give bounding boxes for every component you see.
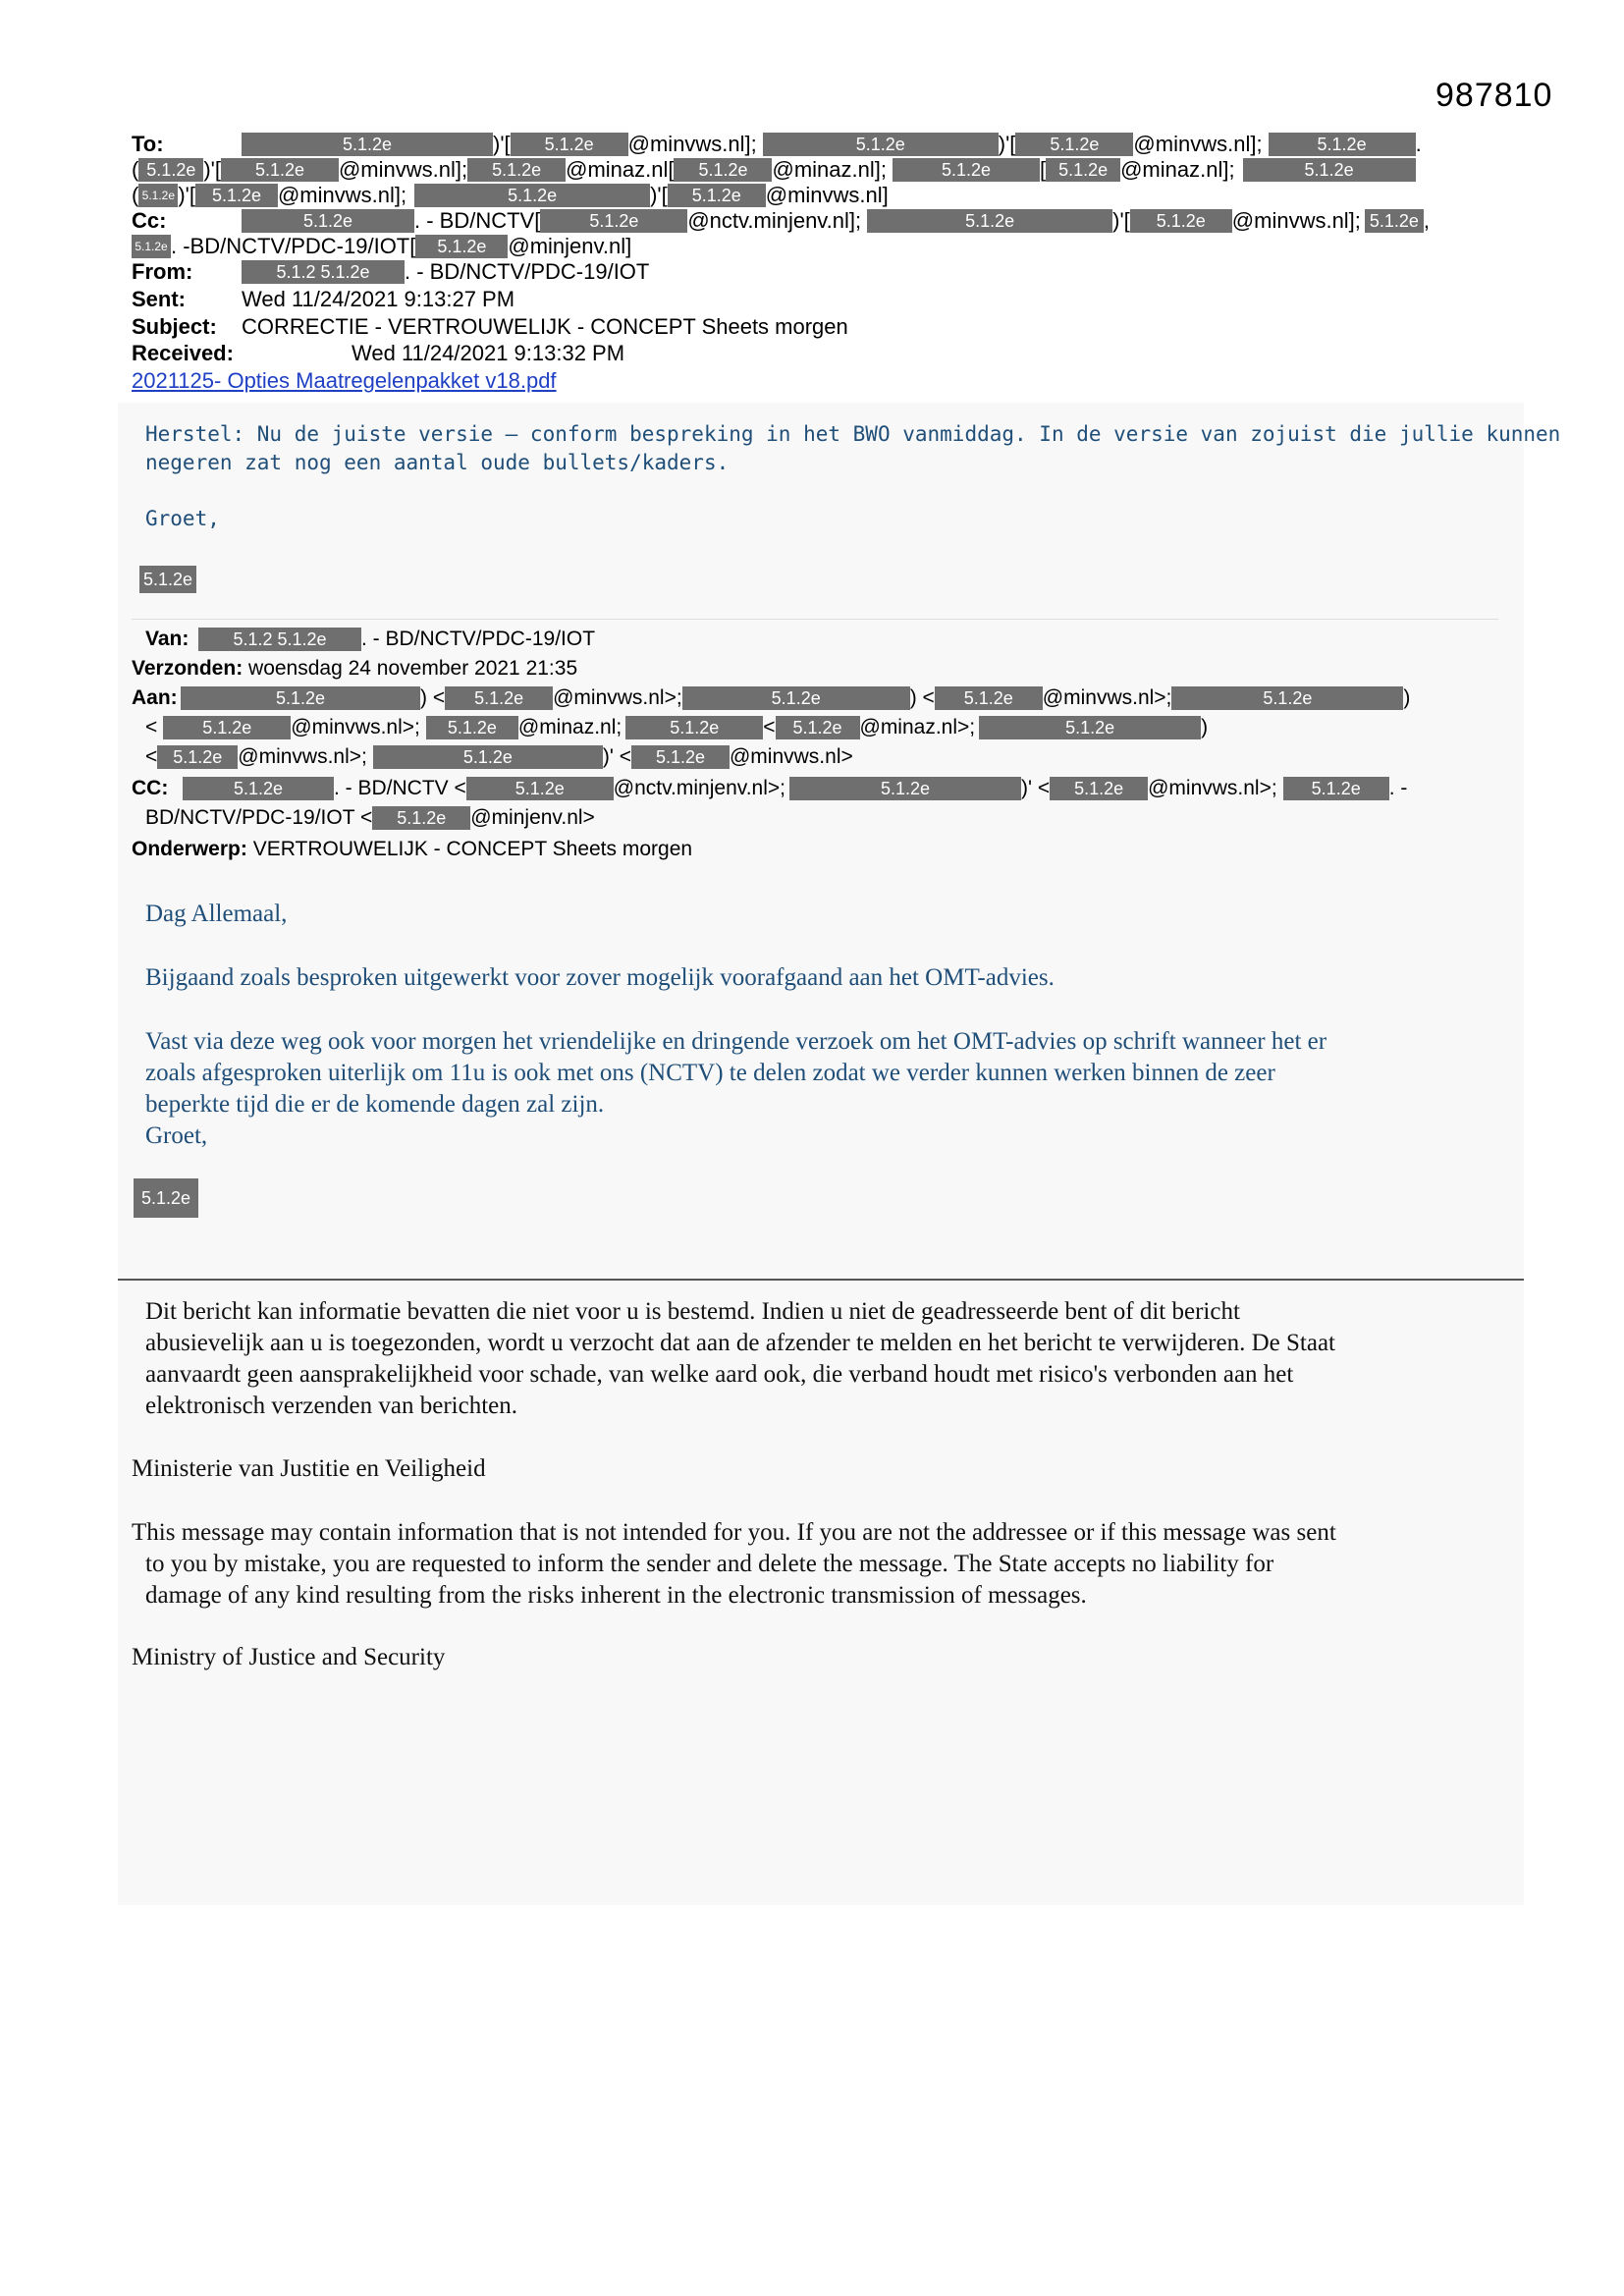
redaction: 5.1.2e xyxy=(789,777,1021,800)
redaction: 5.1.2e xyxy=(138,184,178,207)
redaction: 5.1.2e xyxy=(466,777,614,800)
aan-fragment: )' < xyxy=(602,745,631,768)
header-to-line-3: ( 5.1.2e )'[ 5.1.2e @minvws.nl]; 5.1.2e )'[ 5.1.2e @minvws.nl] xyxy=(132,183,889,207)
redaction: 5.1.2e xyxy=(1269,133,1416,156)
redaction: 5.1.2e xyxy=(372,806,470,830)
forward-separator xyxy=(132,619,1498,620)
aan-label: Aan: xyxy=(132,686,178,709)
redaction: 5.1.2e xyxy=(674,158,772,182)
redaction: 5.1.2e xyxy=(776,716,860,739)
email-domain: @minvws.nl]; xyxy=(1231,208,1361,233)
redaction: 5.1.2e xyxy=(1171,686,1403,710)
signature-redaction-2 xyxy=(134,1178,198,1218)
document-id: 987810 xyxy=(1435,77,1553,114)
aan-fragment: @minvws.nl>; xyxy=(291,716,420,738)
email-domain: @minvws.nl]; xyxy=(277,183,407,207)
redaction: 5.1.2e xyxy=(682,686,910,710)
cc-fragment: BD/NCTV/PDC-19/IOT < xyxy=(145,806,373,829)
message2-salutation: Dag Allemaal, xyxy=(145,901,288,927)
redaction: 5.1.2e xyxy=(181,686,420,710)
ministry-en: Ministry of Justice and Security xyxy=(132,1644,446,1670)
aan-fragment: @minvws.nl> xyxy=(729,745,853,768)
email-domain: @nctv.minjenv.nl]; xyxy=(687,208,862,233)
disclaimer-divider xyxy=(118,1279,1524,1281)
header-from-line xyxy=(132,259,649,285)
redaction: 5.1.2e xyxy=(540,209,687,233)
redaction: 5.1.2e xyxy=(935,686,1043,710)
redaction: 5.1.2e xyxy=(163,716,291,739)
message1-line-2: negeren zat nog een aantal oude bullets/kaders. xyxy=(145,451,730,474)
ministry-nl: Ministerie van Justitie en Veiligheid xyxy=(132,1455,486,1482)
from-label: From: xyxy=(132,259,193,284)
fwd-aan-line-1 xyxy=(132,683,1410,713)
onderwerp-label: Onderwerp: xyxy=(132,838,247,860)
disclaimer-en-line-1: This message may contain information that is not intended for you. If you are not the addressee or if this message was sent xyxy=(132,1519,1336,1546)
received-value: Wed 11/24/2021 9:13:32 PM xyxy=(352,341,625,365)
to-label: To: xyxy=(132,132,164,156)
aan-fragment: @minvws.nl>; xyxy=(1042,686,1172,709)
message2-paragraph-2-line-2: zoals afgesproken uiterlijk om 11u is ook met ons (NCTV) te delen zodat we verder kunnen werken binnen de zeer xyxy=(145,1060,1275,1086)
email-domain: @minvws.nl]; xyxy=(627,132,757,156)
aan-fragment: @minaz.nl; xyxy=(517,716,623,738)
fwd-cc-label: CC: xyxy=(132,777,169,799)
aan-fragment: @minaz.nl>; xyxy=(859,716,976,738)
sent-value: Wed 11/24/2021 9:13:27 PM xyxy=(242,287,515,311)
redaction: 5.1.2e xyxy=(668,184,766,207)
redaction: 5.1.2e xyxy=(1243,158,1416,182)
aan-fragment: ) < xyxy=(909,686,935,709)
redaction: 5.1.2e xyxy=(183,777,334,800)
disclaimer-nl-line-4: elektronisch verzenden van berichten. xyxy=(145,1393,517,1419)
aan-fragment: ) xyxy=(1201,716,1209,738)
header-cc-line-1: Cc: 5.1.2e . - BD/NCTV[ 5.1.2e @nctv.minjenv.nl]; 5.1.2e )'[ 5.1.2e @minvws.nl]; 5.1.2e , xyxy=(132,208,1431,233)
redaction: 5.1.2e xyxy=(625,716,763,739)
redaction: 5.1.2e xyxy=(1015,133,1133,156)
header-received-line xyxy=(132,341,624,366)
aan-fragment: @minvws.nl>; xyxy=(553,686,682,709)
email-domain: @minvws.nl]; xyxy=(338,157,468,182)
aan-fragment: < xyxy=(145,745,158,768)
redaction: 5.1.2e xyxy=(139,566,196,593)
message2-paragraph-2-line-1: Vast via deze weg ook voor morgen het vriendelijke en dringende verzoek om het OMT-advies op schrift wanneer het er xyxy=(145,1028,1327,1055)
aan-fragment: < xyxy=(145,716,158,738)
fwd-verzonden-line xyxy=(132,654,577,683)
message2-paragraph-2-line-3: beperkte tijd die er de komende dagen zal zijn. xyxy=(145,1091,605,1118)
redaction: 5.1.2e xyxy=(867,209,1112,233)
van-label: Van: xyxy=(145,628,189,650)
redaction: 5.1.2 5.1.2e xyxy=(242,260,405,284)
redaction: 5.1.2e xyxy=(157,745,238,769)
email-domain: . - BD/NCTV[ xyxy=(414,208,541,233)
redaction: 5.1.2e xyxy=(132,235,171,258)
message2-paragraph-1: Bijgaand zoals besproken uitgewerkt voor zover mogelijk voorafgaand aan het OMT-advies. xyxy=(145,964,1055,991)
redaction: 5.1.2e xyxy=(511,133,628,156)
verzonden-label: Verzonden: xyxy=(132,657,244,680)
email-domain: . -BD/NCTV/PDC-19/IOT[ xyxy=(171,234,416,258)
email-domain: @minaz.nl]; xyxy=(772,157,887,182)
redaction: 5.1.2e xyxy=(467,158,566,182)
redaction: 5.1.2e xyxy=(134,1178,198,1218)
redaction: 5.1.2e xyxy=(1130,209,1232,233)
email-domain: @minjenv.nl] xyxy=(508,234,632,258)
email-domain: @minaz.nl]; xyxy=(1120,157,1235,182)
cc-fragment: )' < xyxy=(1020,777,1051,799)
fwd-aan-line-3 xyxy=(145,742,853,772)
cc-fragment: @minvws.nl>; xyxy=(1148,777,1277,799)
cc-fragment: @minjenv.nl> xyxy=(470,806,595,829)
message2-greeting: Groet, xyxy=(145,1122,208,1149)
email-domain: @minvws.nl] xyxy=(765,183,889,207)
aan-fragment: < xyxy=(763,716,776,738)
header-subject-line xyxy=(132,314,848,340)
redaction: 5.1.2e xyxy=(445,686,553,710)
cc-fragment: . - xyxy=(1388,777,1408,799)
redaction: 5.1.2e xyxy=(893,158,1040,182)
header-cc-line-2 xyxy=(132,234,631,259)
redaction: 5.1.2e xyxy=(138,158,203,182)
email-domain: @minvws.nl]; xyxy=(1133,132,1263,156)
redaction: 5.1.2e xyxy=(426,716,518,739)
cc-fragment: @nctv.minjenv.nl>; xyxy=(613,777,785,799)
email-domain: @minaz.nl[ xyxy=(566,157,675,182)
redaction: 5.1.2e xyxy=(414,184,650,207)
subject-label: Subject: xyxy=(132,314,217,339)
aan-fragment: ) < xyxy=(420,686,446,709)
redaction: 5.1.2e xyxy=(242,209,414,233)
aan-fragment: @minvws.nl>; xyxy=(238,745,367,768)
redaction: 5.1.2e xyxy=(373,745,603,769)
redaction: 5.1.2e xyxy=(195,184,278,207)
signature-redaction xyxy=(139,566,196,593)
from-value: . - BD/NCTV/PDC-19/IOT xyxy=(405,259,650,284)
redaction: 5.1.2e xyxy=(1050,777,1148,800)
fwd-onderwerp-line xyxy=(132,835,692,864)
fwd-cc-line-2 xyxy=(145,803,595,833)
subject-value: CORRECTIE - VERTROUWELIJK - CONCEPT Sheets morgen xyxy=(242,314,848,339)
redaction: 5.1.2e xyxy=(631,745,730,769)
cc-label: Cc: xyxy=(132,208,167,233)
sent-label: Sent: xyxy=(132,287,186,311)
redaction: 5.1.2e xyxy=(415,235,508,258)
verzonden-value: woensdag 24 november 2021 21:35 xyxy=(248,657,578,680)
van-value: . - BD/NCTV/PDC-19/IOT xyxy=(361,628,596,650)
redaction: 5.1.2e xyxy=(763,133,999,156)
redaction: 5.1.2e xyxy=(1365,209,1424,233)
redaction: 5.1.2e xyxy=(979,716,1201,739)
header-sent-line xyxy=(132,287,514,312)
attachment-link[interactable]: 2021125- Opties Maatregelenpakket v18.pdf xyxy=(132,368,557,393)
cc-fragment: . - BD/NCTV < xyxy=(334,777,466,799)
message1-greeting: Groet, xyxy=(145,507,220,530)
onderwerp-value: VERTROUWELIJK - CONCEPT Sheets morgen xyxy=(252,838,693,860)
redaction: 5.1.2e xyxy=(221,158,339,182)
received-label: Received: xyxy=(132,341,234,365)
redaction: 5.1.2e xyxy=(1046,158,1120,182)
fwd-cc-line-1 xyxy=(132,774,1407,803)
disclaimer-nl-line-2: abusievelijk aan u is toegezonden, wordt u verzocht dat aan de afzender te melden en het bericht te verwijderen. De Staat xyxy=(145,1330,1335,1356)
disclaimer-nl-line-3: aanvaardt geen aansprakelijkheid voor schade, van welke aard ook, die verband houdt met risico's verbonden aan het xyxy=(145,1361,1294,1388)
message1-line-1: Herstel: Nu de juiste versie – conform bespreking in het BWO vanmiddag. In de versie van zojuist die jullie kunnen xyxy=(145,422,1561,446)
disclaimer-en-line-3: damage of any kind resulting from the risks inherent in the electronic transmission of messages. xyxy=(145,1582,1087,1609)
fwd-aan-line-2 xyxy=(145,713,1208,742)
redaction: 5.1.2e xyxy=(242,133,493,156)
disclaimer-nl-line-1: Dit bericht kan informatie bevatten die niet voor u is bestemd. Indien u niet de geadresseerde bent of dit bericht xyxy=(145,1298,1240,1325)
disclaimer-en-line-2: to you by mistake, you are requested to inform the sender and delete the message. The State accepts no liability for xyxy=(145,1551,1274,1577)
redaction: 5.1.2 5.1.2e xyxy=(198,628,361,651)
fwd-van-line xyxy=(145,625,595,654)
redaction: 5.1.2e xyxy=(1283,777,1389,800)
header-to-line-1: To: 5.1.2e )'[ 5.1.2e @minvws.nl]; 5.1.2e )'[ 5.1.2e @minvws.nl]; 5.1.2e . xyxy=(132,132,1422,156)
aan-fragment: ) xyxy=(1403,686,1411,709)
header-to-line-2: ( 5.1.2e )'[ 5.1.2e @minvws.nl]; 5.1.2e @minaz.nl[ 5.1.2e @minaz.nl]; 5.1.2e [ 5.1.2e @minaz.nl]; 5.1.2e xyxy=(132,157,1416,183)
